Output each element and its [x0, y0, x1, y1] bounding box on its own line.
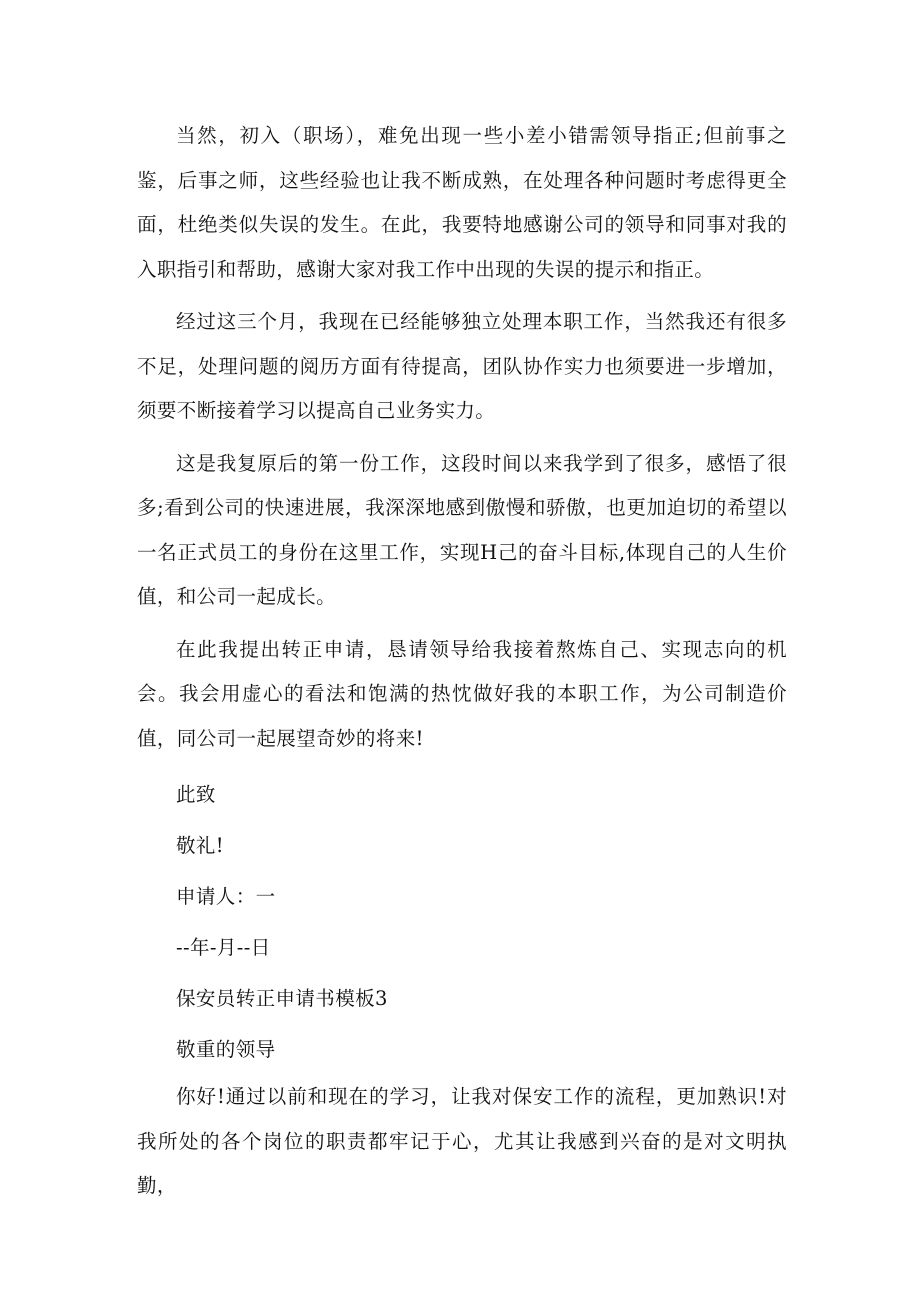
next-template-title: 保安员转正申请书模板3 [176, 987, 388, 1010]
paragraph-3: 这是我复原后的第一份工作，这段时间以来我学到了很多，感悟了很多;看到公司的快速进展，我深深地感到傲慢和骄傲，也更加迫切的希望以一名正式员工的身份在这里工作，实现H己的奋斗目标,体现自己的人生价值，和公司一起成长。 [137, 451, 787, 608]
closing-greeting: 此致 [176, 783, 216, 806]
date-line: --年-月--日 [176, 936, 271, 959]
applicant-line: 申请人：一 [176, 885, 276, 908]
closing-salute: 敬礼! [176, 834, 225, 857]
paragraph-4: 在此我提出转正申请，恳请领导给我接着熬炼自己、实现志向的机会。我会用虚心的看法和饱满的热忱做好我的本职工作，为公司制造价值，同公司一起展望奇妙的将来! [137, 637, 787, 750]
document-page [137, 114, 787, 1217]
paragraph-2: 经过这三个月，我现在已经能够独立处理本职工作，当然我还有很多不足，处理问题的阅历方面有待提高，团队协作实力也须要进一步增加，须要不断接着学习以提高自己业务实力。 [137, 310, 787, 422]
paragraph-1: 当然，初入（职场），难免出现一些小差小错需领导指正;但前事之鉴，后事之师，这些经验也让我不断成熟，在处理各种问题时考虑得更全面，杜绝类似失误的发生。在此，我要特地感谢公司的领导和同事对我的入职指引和帮助，感谢大家对我工作中出现的失误的提示和指正。 [137, 124, 787, 281]
paragraph-5: 你好!通过以前和现在的学习，让我对保安工作的流程，更加熟识!对我所处的各个岗位的职责都牢记于心，尤其让我感到兴奋的是对文明执勤， [137, 1085, 787, 1197]
salutation: 敬重的领导 [176, 1038, 276, 1061]
